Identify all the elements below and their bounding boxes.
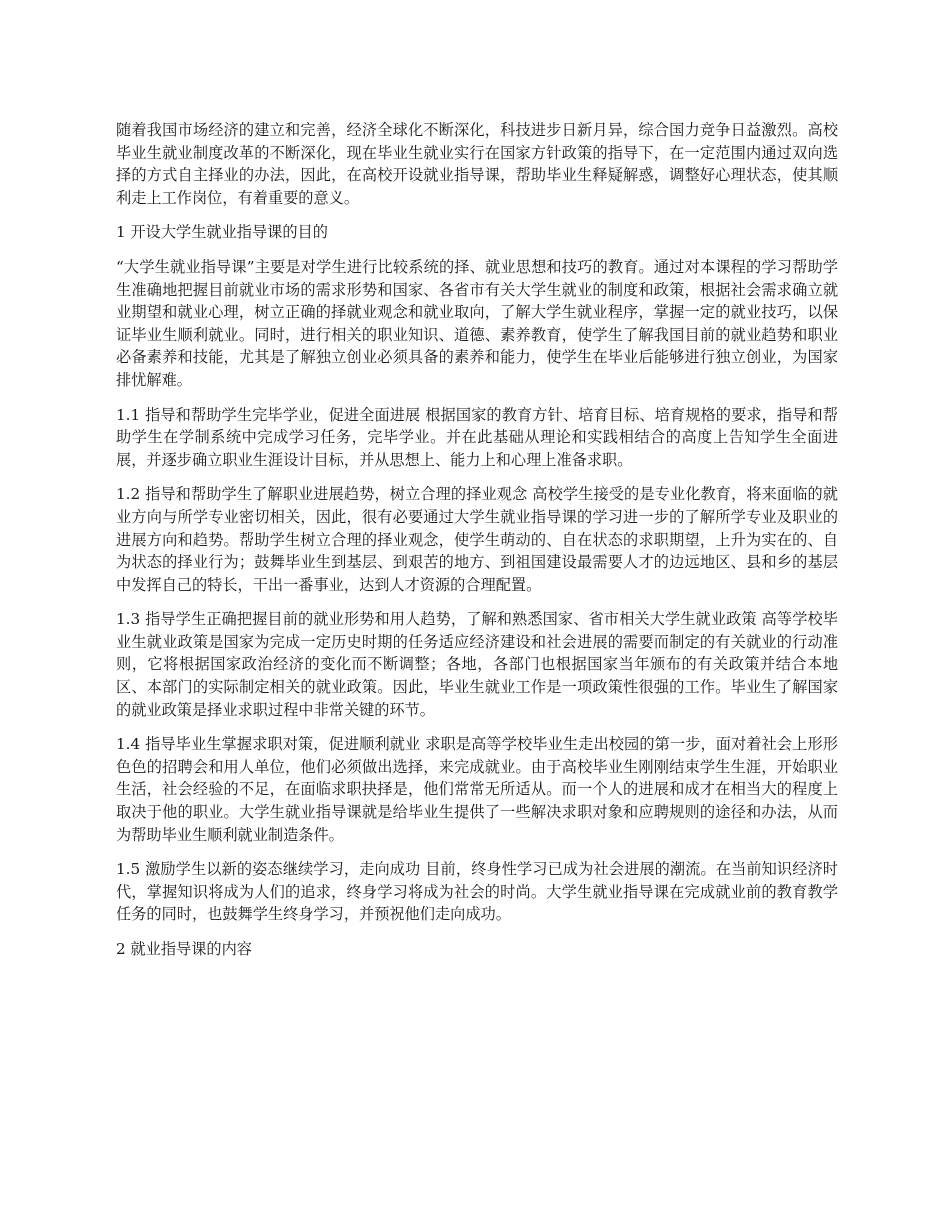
section-heading-1: 1 开设大学生就业指导课的目的 [116,223,328,242]
document-body [116,119,838,973]
intro-paragraph: 随着我国市场经济的建立和完善，经济全球化不断深化，科技进步日新月异，综合国力竞争日益激烈。高校毕业生就业制度改革的不断深化，现在毕业生就业实行在国家方针政策的指导下，在一定范围内通过双向选择的方式自主择业的办法，因此，在高校开设就业指导课，帮助毕业生释疑解惑，调整好心理状态，使其顺利走上工作岗位，有着重要的意义。 [116,121,838,207]
section-1-intro-paragraph: “大学生就业指导课”主要是对学生进行比较系统的择、就业思想和技巧的教育。通过对本课程的学习帮助学生准确地把握目前就业市场的需求形势和国家、各省市有关大学生就业的制度和政策，根据社会需求确立就业期望和就业心理，树立正确的择就业观念和就业取向，了解大学生就业程序，掌握一定的就业技巧，以保证毕业生顺利就业。同时，进行相关的职业知识、道德、素养教育，使学生了解我国目前的就业趋势和职业必备素养和技能，尤其是了解独立创业必须具备的素养和能力，使学生在毕业后能够进行独立创业，为国家排忧解难。 [116,257,838,389]
section-heading-2: 2 就业指导课的内容 [116,940,252,958]
subsection-1-4-paragraph: 1.4 指导毕业生掌握求职对策，促进顺利就业 求职是高等学校毕业生走出校园的第一步，面对着社会上形形色色的招聘会和用人单位，他们必须做出选择，来完成就业。由于高校毕业生刚刚结束学生生涯，开始职业生活，社会经验的不足，在面临求职抉择是，他们常常无所适从。而一个人的进展和成才在相当大的程度上取决于他的职业。大学生就业指导课就是给毕业生提供了一些解决求职对象和应聘规则的途径和办法，从而为帮助毕业生顺利就业制造条件。 [116,735,838,844]
subsection-1-2-paragraph: 1.2 指导和帮助学生了解职业进展趋势，树立合理的择业观念 高校学生接受的是专业化教育，将来面临的就业方向与所学专业密切相关，因此，很有必要通过大学生就业指导课的学习进一步的了解所学专业及职业的进展方向和趋势。帮助学生树立合理的择业观念，使学生萌动的、自在状态的求职期望，上升为实在的、自为状态的择业行为；鼓舞毕业生到基层、到艰苦的地方、到祖国建设最需要人才的边远地区、县和乡的基层中发挥自己的特长，干出一番事业，达到人才资源的合理配置。 [116,485,838,594]
subsection-1-5-paragraph: 1.5 激励学生以新的姿态继续学习，走向成功 目前，终身性学习已成为社会进展的潮流。在当前知识经济时代，掌握知识将成为人们的追求，终身学习将成为社会的时尚。大学生就业指导课在完成就业前的教育教学任务的同时，也鼓舞学生终身学习，并预祝他们走向成功。 [116,860,838,924]
subsection-1-3-paragraph: 1.3 指导学生正确把握目前的就业形势和用人趋势，了解和熟悉国家、省市相关大学生就业政策 高等学校毕业生就业政策是国家为完成一定历史时期的任务适应经济建设和社会进展的需要而制定的有关就业的行动准则，它将根据国家政治经济的变化而不断调整；各地，各部门也根据国家当年颁布的有关政策并结合本地区、本部门的实际制定相关的就业政策。因此，毕业生就业工作是一项政策性很强的工作。毕业生了解国家的就业政策是择业求职过程中非常关键的环节。 [116,610,838,719]
subsection-1-1-paragraph: 1.1 指导和帮助学生完毕学业，促进全面进展 根据国家的教育方针、培育目标、培育规格的要求，指导和帮助学生在学制系统中完成学习任务，完毕学业。并在此基础从理论和实践相结合的高度上告知学生全面进展，并逐步确立职业生涯设计目标，并从思想上、能力上和心理上准备求职。 [116,405,838,469]
